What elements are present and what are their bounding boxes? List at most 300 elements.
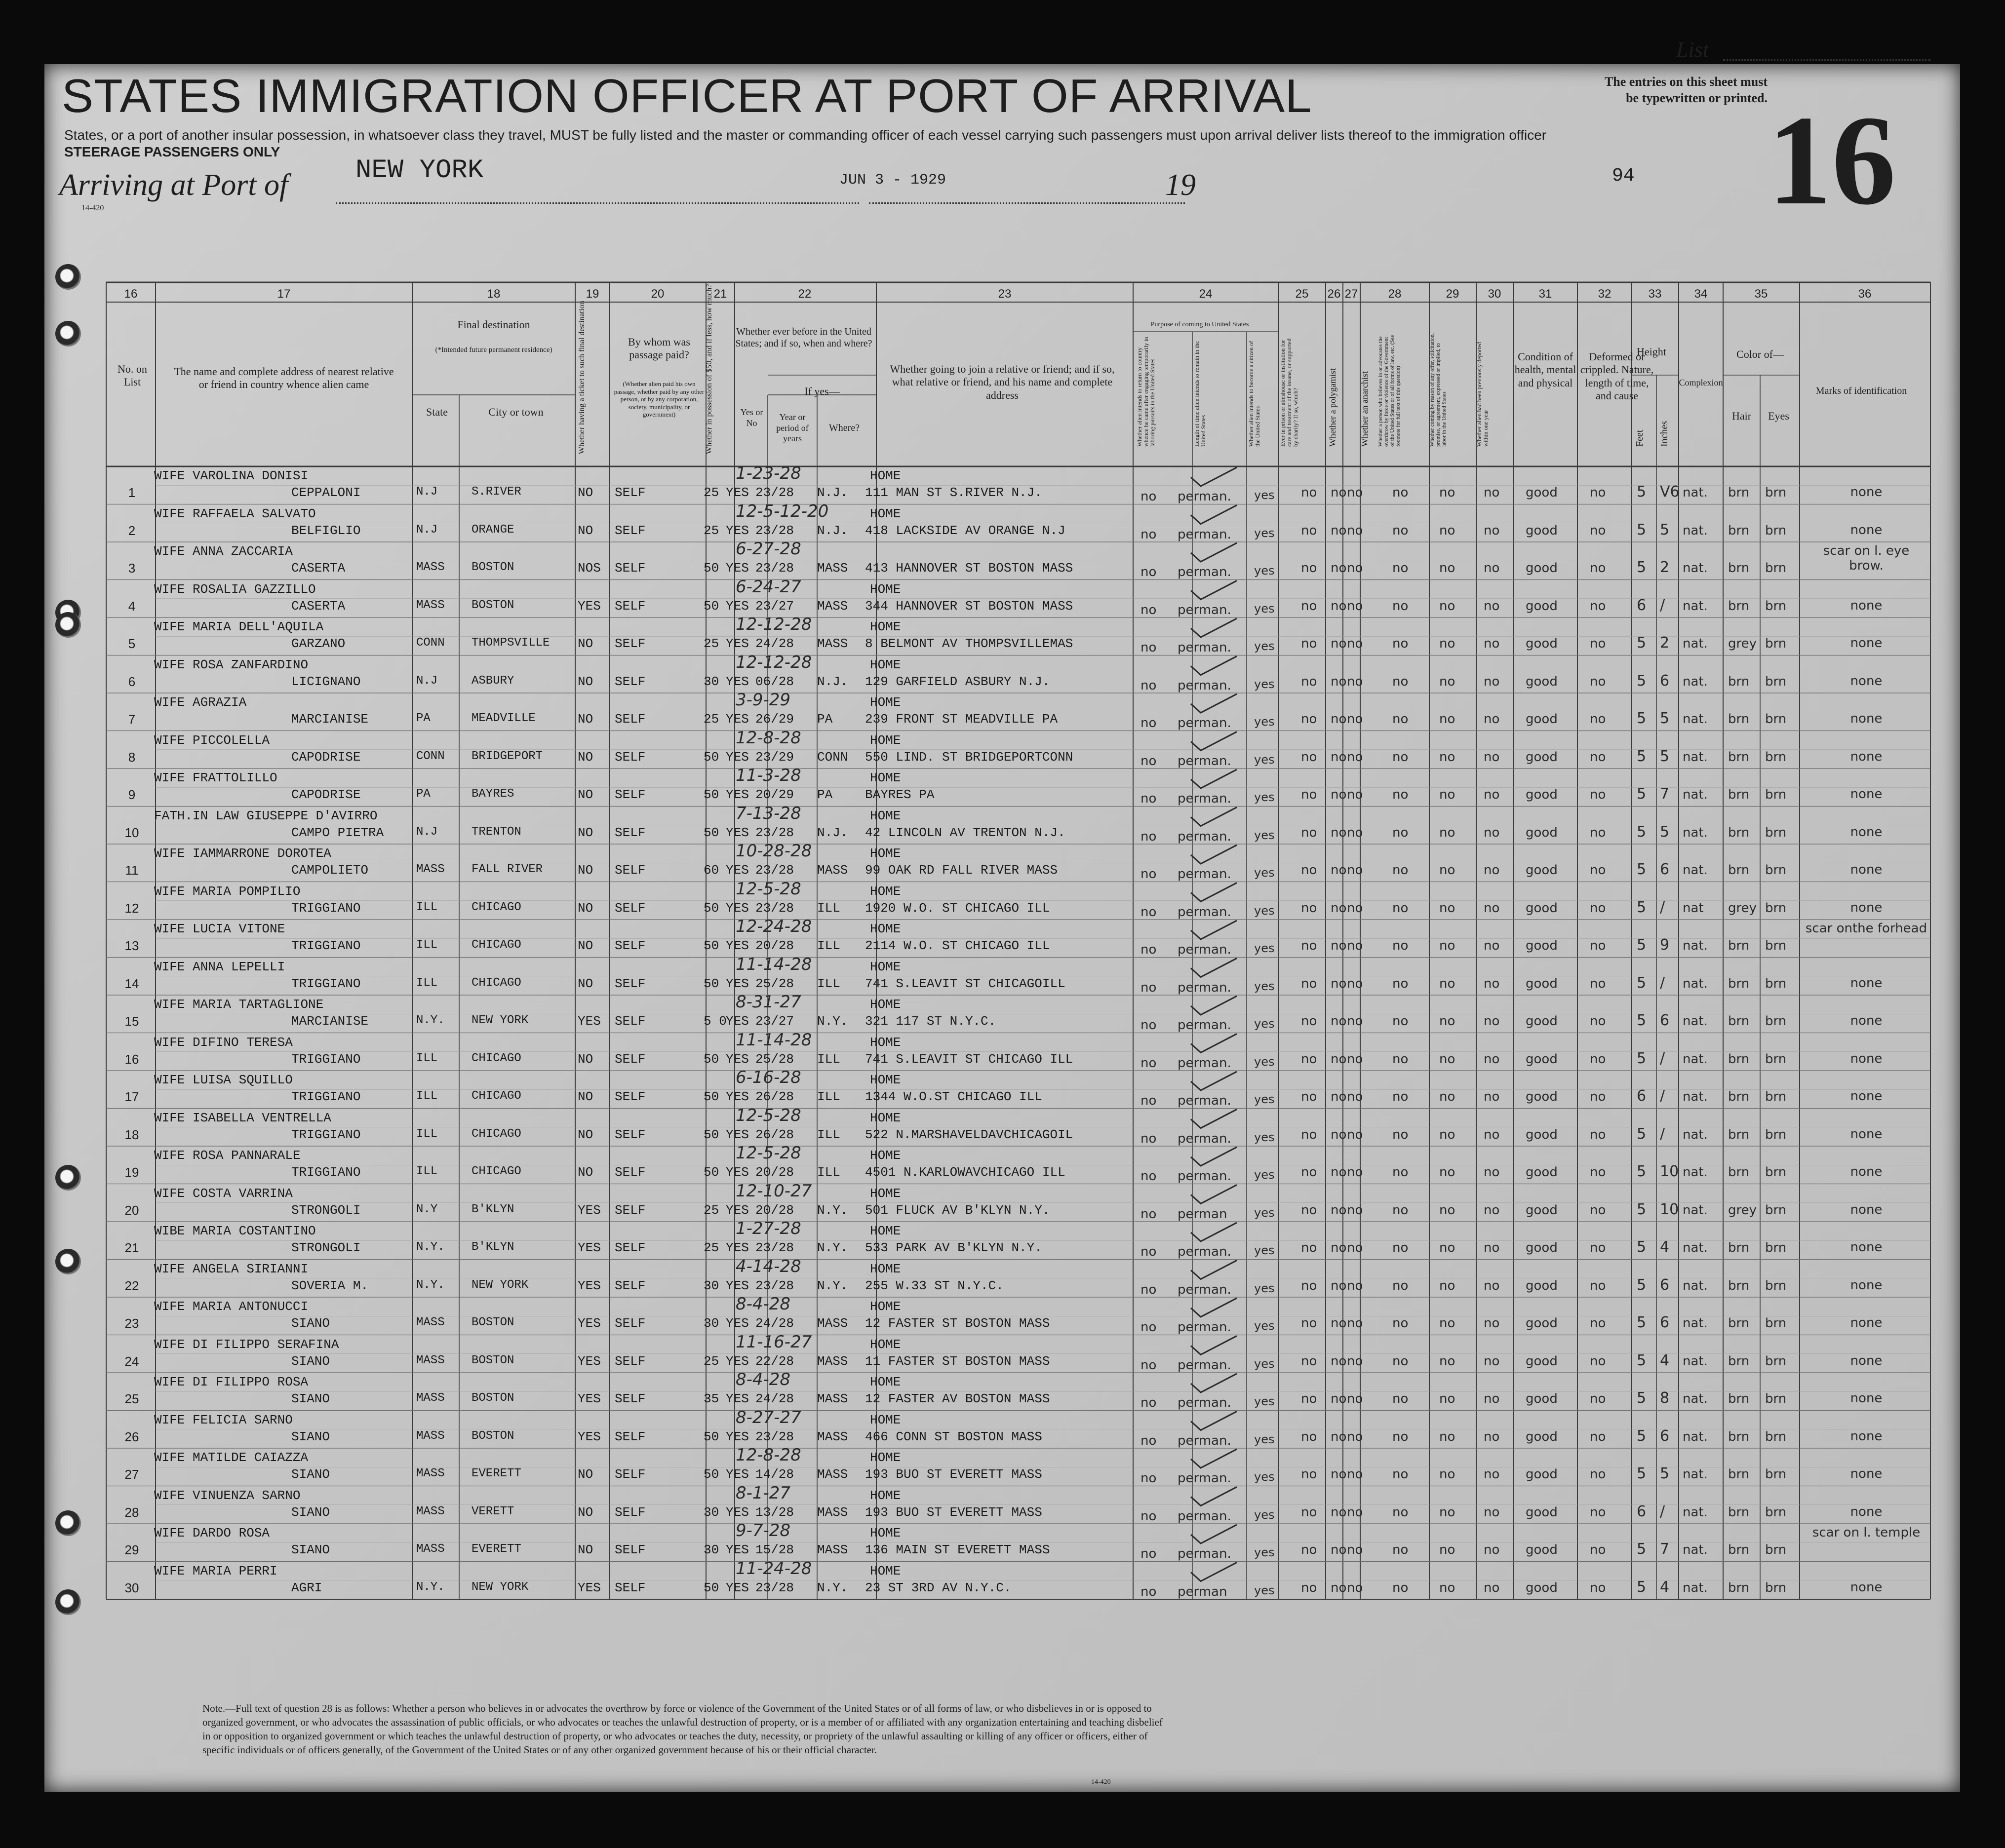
arrival-date: JUN 3 - 1929 <box>839 172 946 189</box>
marks-value: none <box>1850 1164 1883 1179</box>
header-prison: Ever in prison or almshouse or institution for care and treatment of the insane, or supported by charity? If so, which? <box>1279 338 1299 447</box>
join-label: HOME <box>870 1450 901 1465</box>
before-yes-no: YES <box>726 523 749 538</box>
polygamist-value: no <box>1331 1467 1347 1482</box>
deformed-value: no <box>1590 1391 1606 1406</box>
deported-value: no <box>1484 636 1500 651</box>
before-years: 26/28 <box>755 1089 794 1104</box>
length-stay: perman <box>1178 1584 1227 1599</box>
check-mark-icon <box>1191 1336 1237 1355</box>
money-value: 25 <box>704 712 719 727</box>
height-feet: 5 <box>1637 974 1647 992</box>
row-number: 9 <box>128 787 136 802</box>
passage-paid-value: SELF <box>615 787 646 802</box>
join-address: 129 GARFIELD ASBURY N.J. <box>865 674 1050 689</box>
passage-paid-value: SELF <box>615 1202 646 1218</box>
polygamist-value: no <box>1331 1580 1347 1595</box>
length-stay: perman. <box>1178 791 1231 806</box>
before-yes-no: YES <box>726 485 749 500</box>
length-stay: perman. <box>1178 980 1231 995</box>
anarchist-value: no <box>1347 523 1363 538</box>
dest-state: MASS <box>416 598 445 612</box>
deformed-value: no <box>1590 1014 1606 1029</box>
join-label: HOME <box>870 1299 901 1314</box>
height-feet: 5 <box>1637 634 1647 652</box>
marks-value: none <box>1850 1466 1883 1481</box>
citizen-intent: yes <box>1254 1394 1275 1408</box>
length-stay: perman. <box>1178 1320 1231 1335</box>
eyes-value: brn <box>1765 598 1787 614</box>
money-value: 50 <box>704 598 719 614</box>
handwritten-date: 11-14-28 <box>736 954 812 974</box>
money-value: 60 <box>704 863 719 878</box>
height-feet: 5 <box>1637 861 1647 878</box>
ticket-value: NO <box>578 863 593 878</box>
passage-paid-value: SELF <box>615 1580 646 1595</box>
return-intent: no <box>1140 1395 1157 1410</box>
prison-value: no <box>1301 1467 1317 1482</box>
passage-paid-value: SELF <box>615 1014 646 1029</box>
return-intent: no <box>1140 678 1157 693</box>
eyes-value: brn <box>1765 712 1787 727</box>
q28-value: no <box>1392 523 1409 538</box>
eyes-value: brn <box>1765 1580 1787 1595</box>
marks-value: none <box>1850 1051 1883 1066</box>
polygamist-value: no <box>1331 1278 1347 1293</box>
dest-state: MASS <box>416 1353 445 1367</box>
before-where: MASS <box>817 863 848 878</box>
ticket-value: NO <box>578 636 593 651</box>
deported-value: no <box>1484 598 1500 614</box>
eyes-value: brn <box>1765 1391 1787 1406</box>
handwritten-date: 11-24-28 <box>736 1558 812 1578</box>
deported-value: no <box>1484 1202 1500 1218</box>
complexion-value: nat. <box>1683 1202 1708 1218</box>
join-label: HOME <box>870 922 901 936</box>
complexion-value: nat. <box>1683 1051 1708 1067</box>
q29-value: no <box>1439 1278 1455 1293</box>
origin-town: CASERTA <box>291 561 346 576</box>
deported-value: no <box>1484 1165 1500 1180</box>
return-intent: no <box>1140 602 1157 617</box>
passage-paid-value: SELF <box>615 598 646 614</box>
handwritten-date: 8-4-28 <box>736 1294 791 1314</box>
height-inches: 2 <box>1660 634 1670 652</box>
before-where: ILL <box>817 1127 840 1142</box>
q28-value: no <box>1392 712 1409 727</box>
before-yes-no: YES <box>726 636 749 651</box>
row-number: 1 <box>128 485 136 500</box>
marks-value: none <box>1850 636 1883 651</box>
citizen-intent: yes <box>1254 1356 1275 1371</box>
return-intent: no <box>1140 791 1157 806</box>
join-label: HOME <box>870 959 901 974</box>
check-mark-icon <box>1191 1449 1237 1468</box>
deformed-value: no <box>1590 1542 1606 1557</box>
dest-city: BOSTON <box>472 1353 514 1367</box>
column-number: 21 <box>713 287 727 301</box>
header-height: Height <box>1637 346 1666 358</box>
deformed-value: no <box>1590 1051 1606 1067</box>
steerage-label: STEERAGE PASSENGERS ONLY <box>64 144 280 159</box>
prison-value: no <box>1301 749 1317 765</box>
money-value: 50 <box>704 561 719 576</box>
arriving-label: Arriving at Port of <box>59 168 288 202</box>
money-value: 25 <box>704 636 719 651</box>
column-number: 30 <box>1488 287 1501 301</box>
origin-town: TRIGGIANO <box>291 1127 361 1142</box>
height-inches: / <box>1660 596 1665 614</box>
relative-name: WIFE DIFINO TERESA <box>154 1035 293 1050</box>
before-yes-no: YES <box>726 1467 749 1482</box>
join-label: HOME <box>870 1186 901 1201</box>
header-purpose: Purpose of coming to United States <box>1150 321 1249 328</box>
join-address: 501 FLUCK AV B'KLYN N.Y. <box>865 1202 1050 1218</box>
dest-state: MASS <box>416 1316 445 1329</box>
passage-paid-value: SELF <box>615 1127 646 1142</box>
before-where: N.J. <box>817 523 848 538</box>
return-intent: no <box>1140 489 1157 504</box>
before-years: 23/28 <box>755 1429 794 1444</box>
hair-value: grey <box>1728 636 1757 651</box>
deformed-value: no <box>1590 1429 1606 1444</box>
origin-town: CAMPOLIETO <box>291 863 369 878</box>
marks-value: none <box>1850 1391 1883 1406</box>
before-where: MASS <box>817 1316 848 1331</box>
polygamist-value: no <box>1331 900 1347 916</box>
height-feet: 5 <box>1637 898 1647 916</box>
check-mark-icon <box>1191 1261 1237 1279</box>
dest-city: ORANGE <box>472 523 514 537</box>
check-mark-icon <box>1191 959 1237 977</box>
return-intent: no <box>1140 753 1157 769</box>
join-label: HOME <box>870 506 901 521</box>
before-where: MASS <box>817 1467 848 1482</box>
relative-name: FATH.IN LAW GIUSEPPE D'AVIRRO <box>154 808 378 823</box>
complexion-value: nat <box>1683 900 1704 916</box>
anarchist-value: no <box>1347 674 1363 689</box>
row-number: 10 <box>124 825 139 840</box>
join-label: HOME <box>870 770 901 785</box>
passage-paid-value: SELF <box>615 1542 646 1557</box>
money-value: 50 <box>704 1580 719 1595</box>
before-yes-no: YES <box>726 598 749 614</box>
q29-value: no <box>1439 523 1455 538</box>
before-yes-no: YES <box>726 976 749 991</box>
passage-paid-value: SELF <box>615 1429 646 1444</box>
hair-value: brn <box>1728 1278 1750 1293</box>
return-intent: no <box>1140 716 1157 731</box>
check-mark-icon <box>1191 1034 1237 1053</box>
handwritten-date: 8-27-27 <box>736 1407 801 1427</box>
passage-paid-value: SELF <box>615 1316 646 1331</box>
ticket-value: YES <box>578 1202 601 1218</box>
marks-value: none <box>1850 787 1883 802</box>
complexion-value: nat. <box>1683 1165 1708 1180</box>
join-address: 1344 W.O.ST CHICAGO ILL <box>865 1089 1042 1104</box>
q29-value: no <box>1439 1504 1455 1520</box>
citizen-intent: yes <box>1254 1130 1275 1144</box>
deported-value: no <box>1484 1089 1500 1104</box>
length-stay: perman. <box>1178 904 1231 920</box>
ticket-value: NO <box>578 523 593 538</box>
hair-value: brn <box>1728 561 1750 576</box>
passage-paid-value: SELF <box>615 1240 646 1255</box>
marks-value: scar on l. eye brow. <box>1823 543 1910 573</box>
join-label: HOME <box>870 808 901 823</box>
money-value: 5 0 <box>704 1014 727 1029</box>
before-yes-no: YES <box>726 938 749 953</box>
ticket-value: NO <box>578 900 593 916</box>
ticket-value: YES <box>578 1240 601 1255</box>
before-years: 23/28 <box>755 1580 794 1595</box>
citizen-intent: yes <box>1254 1281 1275 1295</box>
column-number: 27 <box>1344 287 1358 301</box>
before-yes-no: YES <box>726 1051 749 1067</box>
ticket-value: NO <box>578 485 593 500</box>
join-label: HOME <box>870 1224 901 1238</box>
handwritten-date: 4-14-28 <box>736 1256 801 1276</box>
ticket-value: NO <box>578 825 593 840</box>
length-stay: perman. <box>1178 867 1231 882</box>
prison-value: no <box>1301 787 1317 802</box>
height-inches: 7 <box>1660 1540 1670 1558</box>
health-value: good <box>1526 1165 1558 1180</box>
row-number: 20 <box>124 1202 139 1218</box>
return-intent: no <box>1140 1055 1157 1071</box>
health-value: good <box>1526 523 1558 538</box>
header-year-period: Year or period of years <box>776 412 809 444</box>
height-feet: 5 <box>1637 1351 1647 1369</box>
deformed-value: no <box>1590 1127 1606 1142</box>
q28-value: no <box>1392 1353 1409 1369</box>
check-mark-icon <box>1191 845 1237 864</box>
join-label: HOME <box>870 1526 901 1540</box>
column-number: 34 <box>1694 287 1708 301</box>
length-stay: perman <box>1178 1206 1227 1222</box>
check-mark-icon <box>1191 1487 1237 1506</box>
q29-value: no <box>1439 1240 1455 1255</box>
check-mark-icon <box>1191 1298 1237 1317</box>
height-feet: 6 <box>1637 1087 1647 1105</box>
height-inches: 10 <box>1660 1163 1679 1180</box>
height-feet: 5 <box>1637 710 1647 727</box>
origin-town: AGRI <box>291 1580 322 1595</box>
column-number: 24 <box>1199 287 1213 301</box>
money-value: 30 <box>704 1504 719 1520</box>
row-number: 6 <box>128 674 136 689</box>
eyes-value: brn <box>1765 1240 1787 1255</box>
before-years: 25/28 <box>755 1051 794 1067</box>
column-number: 26 <box>1327 287 1341 301</box>
anarchist-value: no <box>1347 1165 1363 1180</box>
eyes-value: brn <box>1765 1089 1787 1104</box>
origin-town: SIANO <box>291 1504 330 1520</box>
origin-town: CAPODRISE <box>291 749 361 765</box>
before-where: N.J. <box>817 485 848 500</box>
before-yes-no: YES <box>726 900 749 916</box>
column-number: 25 <box>1295 287 1309 301</box>
check-mark-icon <box>1191 543 1237 562</box>
polygamist-value: no <box>1331 749 1347 765</box>
row-number: 16 <box>124 1051 139 1067</box>
polygamist-value: no <box>1331 1240 1347 1255</box>
health-value: good <box>1526 1240 1558 1255</box>
origin-town: TRIGGIANO <box>291 900 361 916</box>
height-inches: 7 <box>1660 785 1670 803</box>
health-value: good <box>1526 1014 1558 1029</box>
footnote: Note.—Full text of question 28 is as follows: Whether a person who believes in or advocates the overthrow by force or violence of the Government of the United States or of all forms of law, or who disbelieves in or is opposed to organized government, or who advocates the assassination of public officials, or who advocates or teaches the unlawful destruction of property, or is a member of or affiliated with any organization entertaining and teaching disbelief in or opposition to organized government or which teaches the unlawful destruction of property, or who advocates or teaches the duty, necessity, or propriety of the unlawful assaulting or killing of any officer or officers, either of specific individuals or of officers generally, of the Government of the United States or of any other organized government because of his or their official character. <box>202 1702 1163 1756</box>
q29-value: no <box>1439 712 1455 727</box>
passage-paid-value: SELF <box>615 1353 646 1369</box>
return-intent: no <box>1140 980 1157 995</box>
q29-value: no <box>1439 1127 1455 1142</box>
relative-name: WIFE ROSA PANNARALE <box>154 1148 301 1163</box>
deported-value: no <box>1484 1504 1500 1520</box>
anarchist-value: no <box>1347 938 1363 953</box>
return-intent: no <box>1140 640 1157 655</box>
deported-value: no <box>1484 863 1500 878</box>
join-label: HOME <box>870 1261 901 1276</box>
origin-town: SIANO <box>291 1542 330 1557</box>
deformed-value: no <box>1590 863 1606 878</box>
hair-value: brn <box>1728 712 1750 727</box>
origin-town: STRONGOLI <box>291 1202 361 1218</box>
height-inches: 5 <box>1660 521 1670 539</box>
passage-paid-value: SELF <box>615 485 646 500</box>
money-value: 25 <box>704 1240 719 1255</box>
q29-value: no <box>1439 825 1455 840</box>
deformed-value: no <box>1590 900 1606 916</box>
height-feet: 5 <box>1637 483 1647 500</box>
dest-city: BOSTON <box>472 1429 514 1443</box>
join-address: BAYRES PA <box>865 787 935 802</box>
before-years: 24/28 <box>755 1316 794 1331</box>
dest-city: NEW YORK <box>472 1580 529 1594</box>
deported-value: no <box>1484 1127 1500 1142</box>
complexion-value: nat. <box>1683 863 1708 878</box>
dest-state: CONN <box>416 636 445 650</box>
dest-city: VERETT <box>472 1504 514 1518</box>
dest-state: N.J <box>416 674 438 688</box>
join-label: HOME <box>870 468 901 483</box>
deported-value: no <box>1484 1240 1500 1255</box>
before-where: MASS <box>817 1542 848 1557</box>
money-value: 50 <box>704 749 719 765</box>
height-feet: 5 <box>1637 747 1647 765</box>
prison-value: no <box>1301 523 1317 538</box>
origin-town: MARCIANISE <box>291 1014 369 1029</box>
complexion-value: nat. <box>1683 712 1708 727</box>
height-feet: 5 <box>1637 521 1647 539</box>
q28-value: no <box>1392 598 1409 614</box>
dest-city: THOMPSVILLE <box>472 636 550 650</box>
polygamist-value: no <box>1331 1051 1347 1067</box>
length-stay: perman. <box>1178 1546 1231 1561</box>
deported-value: no <box>1484 1467 1500 1482</box>
height-inches: 6 <box>1660 672 1670 690</box>
header-no-on-list: No. on List <box>118 363 147 388</box>
deported-value: no <box>1484 674 1500 689</box>
deformed-value: no <box>1590 1504 1606 1520</box>
before-yes-no: YES <box>726 1429 749 1444</box>
marks-value: none <box>1850 1013 1883 1028</box>
row-number: 17 <box>124 1089 139 1104</box>
q29-value: no <box>1439 598 1455 614</box>
before-years: 23/28 <box>755 863 794 878</box>
citizen-intent: yes <box>1254 488 1275 502</box>
length-stay: perman. <box>1178 1357 1231 1373</box>
row-number: 24 <box>124 1353 139 1369</box>
health-value: good <box>1526 1504 1558 1520</box>
polygamist-value: no <box>1331 1316 1347 1331</box>
ticket-value: NO <box>578 1089 593 1104</box>
passage-paid-value: SELF <box>615 825 646 840</box>
deported-value: no <box>1484 1429 1500 1444</box>
hair-value: brn <box>1728 787 1750 802</box>
before-where: ILL <box>817 1051 840 1067</box>
row-number: 28 <box>124 1504 139 1520</box>
check-mark-icon <box>1191 1223 1237 1241</box>
health-value: good <box>1526 598 1558 614</box>
hair-value: brn <box>1728 674 1750 689</box>
deformed-value: no <box>1590 787 1606 802</box>
check-mark-icon <box>1191 883 1237 902</box>
q28-value: no <box>1392 1504 1409 1520</box>
relative-name: WIFE FELICIA SARNO <box>154 1412 293 1427</box>
length-stay: perman. <box>1178 678 1231 693</box>
hair-value: grey <box>1728 900 1757 916</box>
citizen-intent: yes <box>1254 752 1275 767</box>
height-feet: 6 <box>1637 1502 1647 1520</box>
q29-value: no <box>1439 485 1455 500</box>
relative-name: WIFE MARIA PERRI <box>154 1563 277 1578</box>
height-feet: 6 <box>1637 596 1647 614</box>
relative-name: WIFE DI FILIPPO SERAFINA <box>154 1337 339 1352</box>
check-mark-icon <box>1191 1563 1237 1581</box>
check-mark-icon <box>1191 618 1237 637</box>
citizen-intent: yes <box>1254 601 1275 616</box>
handwritten-date: 10-28-28 <box>736 841 812 861</box>
complexion-value: nat. <box>1683 1542 1708 1557</box>
deformed-value: no <box>1590 1278 1606 1293</box>
origin-town: TRIGGIANO <box>291 1089 361 1104</box>
join-address: 136 MAIN ST EVERETT MASS <box>865 1542 1050 1557</box>
before-yes-no: YES <box>726 1089 749 1104</box>
q28-value: no <box>1392 938 1409 953</box>
complexion-value: nat. <box>1683 1240 1708 1255</box>
handwritten-date: 12-12-28 <box>736 615 812 634</box>
row-number: 23 <box>124 1316 139 1331</box>
deformed-value: no <box>1590 712 1606 727</box>
passage-paid-value: SELF <box>615 636 646 651</box>
length-stay: perman. <box>1178 640 1231 655</box>
form-code: 14-420 <box>81 204 104 212</box>
prison-value: no <box>1301 1165 1317 1180</box>
citizen-intent: yes <box>1254 866 1275 880</box>
polygamist-value: no <box>1331 825 1347 840</box>
health-value: good <box>1526 1278 1558 1293</box>
relative-name: WIFE MATILDE CAIAZZA <box>154 1450 309 1465</box>
complexion-value: nat. <box>1683 1391 1708 1406</box>
ticket-value: NO <box>578 1165 593 1180</box>
complexion-value: nat. <box>1683 1467 1708 1482</box>
marks-value: none <box>1850 1353 1883 1368</box>
join-address: 11 FASTER ST BOSTON MASS <box>865 1353 1050 1369</box>
marks-value: none <box>1850 1202 1883 1217</box>
handwritten-date: 12-24-28 <box>736 917 812 936</box>
marks-value: none <box>1850 1277 1883 1293</box>
